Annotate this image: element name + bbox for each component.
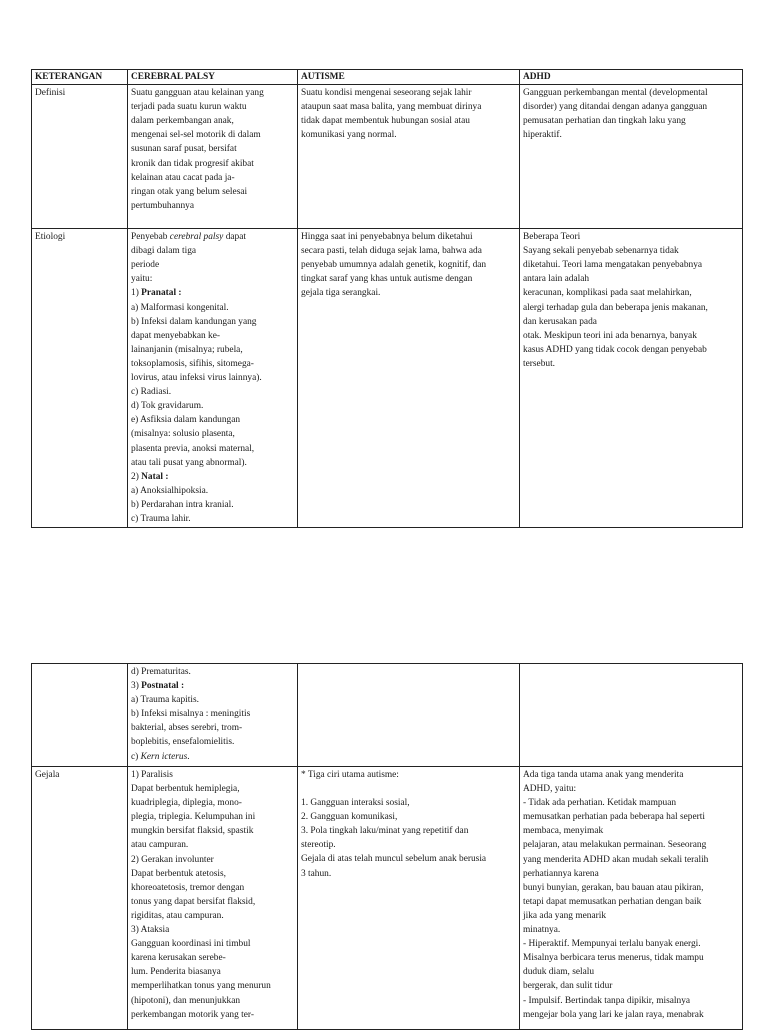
cell-line: gejala tiga serangkai. — [301, 288, 381, 299]
cell-line: a) Anoksialhipoksia. — [131, 485, 209, 496]
cell-line: Misalnya berbicara terus menerus, tidak mampu — [523, 953, 704, 964]
cell-line: b) Infeksi dalam kandungan yang — [131, 316, 257, 327]
line-group — [131, 301, 294, 470]
cell-line — [131, 470, 294, 484]
line-group — [131, 693, 294, 749]
cell-line: alergi terhadap gula dan beberapa jenis makanan, — [523, 302, 708, 313]
cell-etiologi-cp — [128, 229, 298, 528]
cell-line: Gejala di atas telah muncul sebelum anak berusia — [301, 854, 487, 865]
cell-line: tonus yang dapat bersifat flaksid, — [131, 896, 256, 907]
cell-line: d) Prematuritas. — [131, 667, 191, 677]
cell-line: * Tiga ciri utama autisme: — [301, 770, 399, 780]
row-definisi — [32, 85, 743, 229]
header-keterangan: KETERANGAN — [32, 70, 128, 85]
cell-line: secara pasti, telah diduga sejak lama, bahwa ada — [301, 246, 482, 257]
cell-line: Dapat berbentuk atetosis, — [131, 868, 227, 879]
cell-line: Suatu gangguan atau kelainan yang — [131, 88, 264, 99]
cell-gejala-adhd — [520, 767, 743, 1030]
cell-line: komunikasi yang normal. — [301, 130, 397, 141]
cell-definisi-adhd — [520, 85, 743, 229]
cell-line: 2) Gerakan involunter — [131, 854, 214, 865]
cell-line: memusatkan perhatian pada beberapa hal seperti — [523, 812, 705, 823]
cell-gejala-cp — [128, 767, 298, 1030]
cell-line: periode — [131, 260, 160, 271]
line-group — [131, 244, 294, 286]
cell-line: memperlihatkan tonus yang menurun — [131, 981, 271, 992]
header-row — [32, 70, 743, 85]
row-gejala — [32, 767, 743, 1030]
cell-line: membaca, menyimak — [523, 826, 604, 837]
cell-line: perhatiannya karena — [523, 868, 599, 879]
cell-line: yang menderita ADHD akan mudah sekali teralih — [523, 854, 709, 865]
header-adhd: ADHD — [520, 70, 743, 85]
cell-line: pelajaran, atau melakukan permainan. Seseorang — [523, 840, 707, 851]
cell-line: Ada tiga tanda utama anak yang menderita — [523, 770, 684, 780]
cell-line: - Hiperaktif. Mempunyai terlalu banyak energi. — [523, 939, 701, 950]
cell-line: 3) Ataksia — [131, 925, 170, 936]
cell-line: lovirus, atau infeksi virus lainnya). — [131, 373, 262, 384]
cell-line: bakterial, abses serebri, trom- — [131, 723, 243, 734]
cell-line: ataupun saat masa balita, yang membuat dirinya — [301, 102, 482, 113]
cell-line: kronik dan tidak progresif akibat — [131, 158, 254, 169]
cell-line: mungkin bersifat flaksid, spastik — [131, 826, 254, 837]
italic-term: Kern icterus — [140, 751, 188, 762]
row-label: Gejala — [35, 770, 60, 780]
cell-line: b) Infeksi misalnya : meningitis — [131, 709, 251, 720]
cell-line: a) Malformasi kongenital. — [131, 302, 229, 313]
cell-line — [131, 679, 294, 693]
blank-line — [301, 782, 516, 796]
cell-line: bunyi bunyian, gerakan, bau bauan atau pikiran, — [523, 882, 704, 893]
cell-line: karena kerusakan serebe- — [131, 953, 226, 964]
cell-line: e) Asfiksia dalam kandungan — [131, 415, 241, 426]
text-run: . — [187, 751, 190, 762]
cell-line: perkembangan motorik yang ter- — [131, 1009, 254, 1020]
row-etiologi-continued — [32, 664, 743, 767]
cell-etiologi-cont-cp — [128, 664, 298, 767]
subheading-postnatal: Postnatal : — [141, 681, 185, 692]
cell-line: ADHD, yaitu: — [523, 784, 577, 795]
line-group — [131, 484, 294, 526]
label-gejala — [32, 767, 128, 1030]
cell-line: atau tali pusat yang abnormal). — [131, 457, 247, 468]
cell-line: 1. Gangguan interaksi sosial, — [301, 798, 410, 809]
cell-line: (misalnya: solusio plasenta, — [131, 429, 235, 440]
cell-line: lum. Penderita biasanya — [131, 967, 221, 978]
cell-line: tetapi dapat memusatkan perhatian dengan baik — [523, 896, 702, 907]
text-run: dapat — [223, 232, 246, 243]
cell-line — [131, 750, 294, 764]
label-etiologi-continued — [32, 664, 128, 767]
cell-line: ringan otak yang belum selesai — [131, 186, 248, 197]
cell-line: penyebab umumnya adalah genetik, kognitif, dan — [301, 260, 487, 271]
cell-gejala-autisme — [298, 767, 520, 1030]
cell-line: 3 tahun. — [301, 868, 332, 879]
cell-line: terjadi pada suatu kurun waktu — [131, 102, 247, 113]
cell-line: tersebut. — [523, 358, 556, 369]
cell-line: khoreoatetosis, tremor dengan — [131, 882, 245, 893]
cell-line: 2. Gangguan komunikasi, — [301, 812, 398, 823]
cell-line: Dapat berbentuk hemiplegia, — [131, 784, 240, 795]
row-label: Definisi — [35, 88, 66, 99]
cell-line: 3. Pola tingkah laku/minat yang repetitif dan — [301, 826, 469, 837]
cell-line: dapat menyebabkan ke- — [131, 330, 221, 341]
cell-line: b) Perdarahan intra kranial. — [131, 499, 234, 510]
cell-etiologi-autisme — [298, 229, 520, 528]
cell-line: pertumbuhannya — [131, 200, 195, 211]
line-group — [301, 796, 516, 881]
cell-line: c) Trauma lahir. — [131, 513, 191, 524]
cell-line: dalam perkembangan anak, — [131, 116, 234, 127]
cell-line: dan kerusakan pada — [523, 316, 597, 327]
cell-line: minatnya. — [523, 925, 561, 936]
cell-line: dibagi dalam tiga — [131, 246, 197, 257]
cell-line: boplebitis, ensefalomielitis. — [131, 737, 235, 748]
cell-line: atau campuran. — [131, 840, 189, 851]
cell-line: Gangguan koordinasi ini timbul — [131, 939, 251, 950]
cell-line: disorder) yang ditandai dengan adanya gangguan — [523, 102, 708, 113]
cell-line: (hipotoni), dan menunjukkan — [131, 995, 241, 1006]
cell-line: d) Tok gravidarum. — [131, 401, 204, 412]
cell-line: - Tidak ada perhatian. Ketidak mampuan — [523, 798, 677, 809]
label-etiologi — [32, 229, 128, 528]
comparison-table-page-1 — [31, 69, 743, 528]
cell-line: Sayang sekali penyebab sebenarnya tidak — [523, 246, 679, 257]
header-cerebral-palsy: CEREBRAL PALSY — [128, 70, 298, 85]
subheading-natal: Natal : — [141, 471, 169, 482]
cell-etiologi-cont-adhd — [520, 664, 743, 767]
comparison-table-page-2 — [31, 663, 743, 1030]
cell-line: - Impulsif. Bertindak tanpa dipikir, misalnya — [523, 995, 691, 1006]
cell-line: bergerak, dan sulit tidur — [523, 981, 613, 992]
cell-line: toksoplamosis, sifihis, sitomega- — [131, 358, 254, 369]
subheading-pranatal: Pranatal : — [141, 288, 182, 299]
cell-line: stereotip. — [301, 840, 336, 851]
cell-line: lainanjanin (misalnya; rubela, — [131, 344, 243, 355]
cell-line: mengenai sel-sel motorik di dalam — [131, 130, 261, 141]
cell-line: Beberapa Teori — [523, 232, 581, 243]
cell-line: kuadriplegia, diplegia, mono- — [131, 798, 242, 809]
cell-etiologi-adhd — [520, 229, 743, 528]
cell-line: plasenta previa, anoksi maternal, — [131, 443, 255, 454]
cell-line: mengejar bola yang lari ke jalan raya, menabrak — [523, 1009, 704, 1020]
cell-line — [131, 230, 294, 244]
cell-line: a) Trauma kapitis. — [131, 695, 199, 706]
cell-line: 1) Paralisis — [131, 770, 173, 780]
cell-line: jika ada yang menarik — [523, 910, 607, 921]
cell-line: Suatu kondisi mengenai seseorang sejak lahir — [301, 88, 472, 99]
cell-definisi-cp — [128, 85, 298, 229]
cell-line: rigiditas, atau campuran. — [131, 910, 224, 921]
text-run: 1) — [131, 288, 142, 299]
cell-line: susunan saraf pusat, bersifat — [131, 144, 237, 155]
cell-line: yaitu: — [131, 274, 153, 285]
cell-line: Gangguan perkembangan mental (developmental — [523, 88, 708, 99]
text-run: 3) — [131, 681, 142, 692]
cell-line — [131, 286, 294, 300]
row-etiologi — [32, 229, 743, 528]
cell-line: keracunan, komplikasi pada saat melahirkan, — [523, 288, 692, 299]
header-autisme: AUTISME — [298, 70, 520, 85]
cell-line: Hingga saat ini penyebabnya belum diketahui — [301, 232, 473, 243]
cell-line: c) Radiasi. — [131, 387, 172, 398]
cell-line: pemusatan perhatian dan tingkah laku yang — [523, 116, 686, 127]
cell-etiologi-cont-autisme — [298, 664, 520, 767]
cell-line: tidak dapat membentuk hubungan sosial atau — [301, 116, 470, 127]
text-run: Penyebab — [131, 232, 170, 243]
cell-line: hiperaktif. — [523, 130, 562, 141]
cell-line: kasus ADHD yang tidak cocok dengan penyebab — [523, 344, 707, 355]
cell-definisi-autisme — [298, 85, 520, 229]
cell-line: plegia, triplegia. Kelumpuhan ini — [131, 812, 256, 823]
cell-line: diketahui. Teori lama mengatakan penyebabnya — [523, 260, 703, 271]
cell-line: otak. Meskipun teori ini ada benarnya, banyak — [523, 330, 697, 341]
cell-line: antara lain adalah — [523, 274, 590, 285]
cell-line: duduk diam, selalu — [523, 967, 595, 978]
text-run: c) — [131, 751, 141, 762]
text-run: 2) — [131, 471, 142, 482]
line-group — [301, 768, 516, 782]
row-label: Etiologi — [35, 232, 66, 243]
cell-line: tingkat saraf yang khas untuk autisme dengan — [301, 274, 473, 285]
italic-term: cerebral palsy — [169, 232, 224, 243]
label-definisi — [32, 85, 128, 229]
cell-line: kelainan atau cacat pada ja- — [131, 172, 235, 183]
